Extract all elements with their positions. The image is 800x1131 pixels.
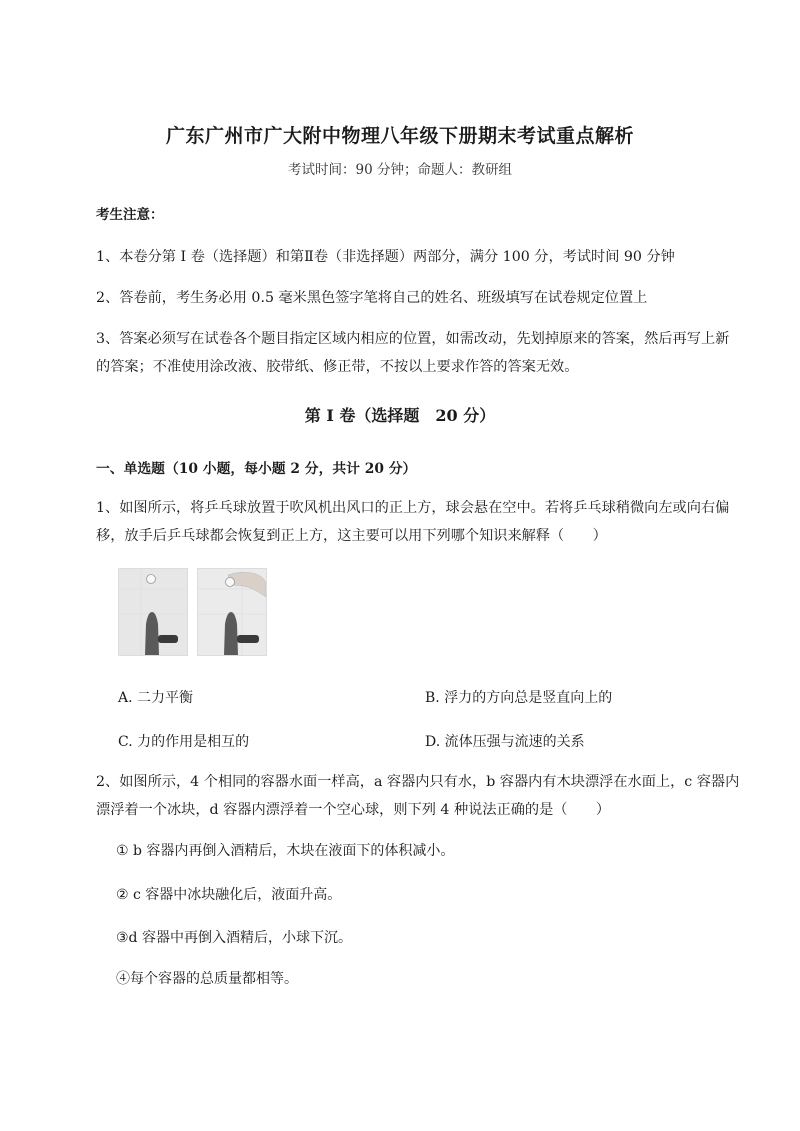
notice-heading: 考生注意： — [96, 207, 164, 223]
question-1-option-b: B. 浮力的方向总是竖直向上的 — [425, 690, 613, 706]
notice-item-1: 1、本卷分第 I 卷（选择题）和第Ⅱ卷（非选择题）两部分，满分 100 分，考试时间 90 分钟 — [96, 249, 675, 265]
part-heading: 一、单选题（10 小题，每小题 2 分，共计 20 分） — [96, 461, 417, 477]
question-2-statement-4: ④每个容器的总质量都相等。 — [116, 971, 298, 987]
question-1-option-a: A. 二力平衡 — [118, 690, 194, 706]
question-1-photo-left — [118, 568, 188, 656]
notice-item-2: 2、答卷前，考生务必用 0.5 毫米黑色签字笔将自己的姓名、班级填写在试卷规定位置上 — [96, 290, 648, 306]
question-2-line1: 2、如图所示，4 个相同的容器水面一样高，a 容器内只有水，b 容器内有木块漂浮在水面上，c 容器内 — [96, 774, 740, 790]
notice-item-3-line1: 3、答案必须写在试卷各个题目指定区域内相应的位置，如需改动，先划掉原来的答案，然后再写上新 — [96, 331, 730, 347]
page-subtitle: 考试时间：90 分钟；命题人：教研组 — [288, 162, 512, 178]
question-1-photo-right — [197, 568, 267, 656]
question-2-line2: 漂浮着一个冰块，d 容器内漂浮着一个空心球，则下列 4 种说法正确的是（ ） — [96, 802, 611, 818]
question-2-statement-3: ③d 容器中再倒入酒精后，小球下沉。 — [116, 930, 352, 946]
question-1-option-c: C. 力的作用是相互的 — [118, 734, 250, 750]
question-1-option-d: D. 流体压强与流速的关系 — [425, 734, 585, 750]
page-title: 广东广州市广大附中物理八年级下册期末考试重点解析 — [165, 125, 634, 147]
notice-item-3-line2: 的答案；不准使用涂改液、胶带纸、修正带，不按以上要求作答的答案无效。 — [96, 359, 579, 375]
question-1-line2: 移，放手后乒乓球都会恢复到正上方，这主要可以用下列哪个知识来解释（ ） — [96, 528, 607, 544]
question-2-statement-1: ① b 容器内再倒入酒精后，木块在液面下的体积减小。 — [116, 843, 455, 859]
section-title: 第 I 卷（选择题 20 分） — [304, 406, 496, 425]
question-2-statement-2: ② c 容器中冰块融化后，液面升高。 — [116, 887, 342, 903]
question-1-line1: 1、如图所示，将乒乓球放置于吹风机出风口的正上方，球会悬在空中。若将乒乓球稍微向左或向右偏 — [96, 500, 730, 516]
